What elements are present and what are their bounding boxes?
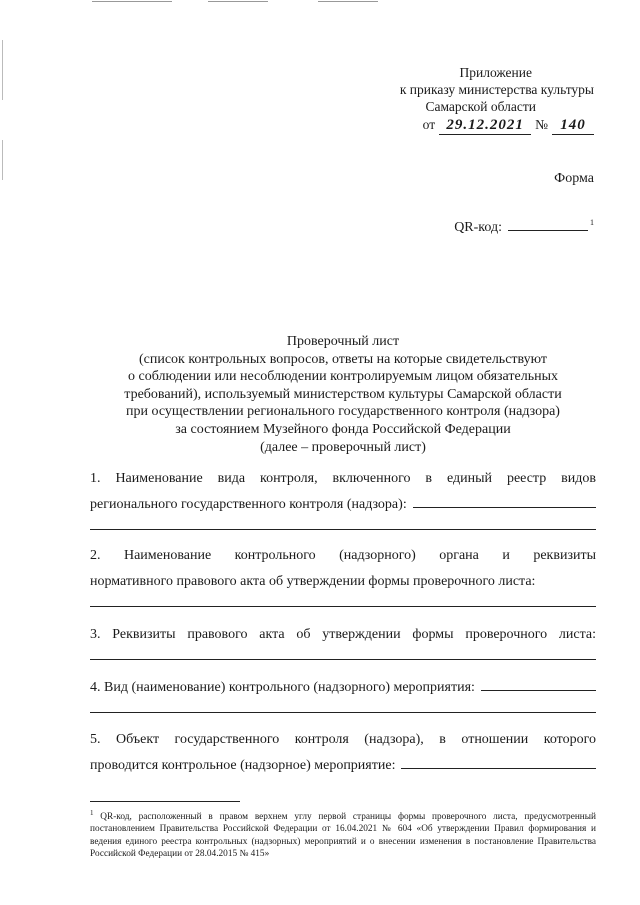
qr-code-field	[454, 218, 594, 236]
order-date-number	[334, 116, 594, 135]
footnote-number: 1	[90, 809, 94, 817]
scan-edge-speck	[2, 140, 3, 180]
section-5	[90, 727, 596, 779]
appendix-title: Приложение	[459, 65, 532, 80]
scan-edge-speck	[2, 40, 3, 100]
appendix-order-ref: к приказу министерства культуры	[399, 82, 594, 97]
section-3	[90, 622, 596, 660]
footnote-separator	[90, 801, 240, 802]
title-line: о соблюдении или несоблюдении контролируемым лицом обязательных	[128, 369, 558, 385]
title-line: Проверочный лист	[286, 334, 400, 349]
section-1-line-a: 1. Наименование вида контроля, включенного в единый реестр видов	[90, 471, 596, 486]
order-number-handwritten: 140	[552, 117, 594, 135]
section-4-row	[90, 675, 596, 701]
section-4-line-a: 4. Вид (наименование) контрольного (надзорного) мероприятия:	[90, 680, 475, 695]
section-4-blank	[481, 676, 596, 691]
order-from-label: от	[422, 117, 436, 132]
appendix-region: Самарской области	[425, 99, 536, 114]
section-5-blank	[401, 754, 596, 769]
section-1-blank-line	[90, 528, 596, 530]
title-line: (далее – проверочный лист)	[260, 439, 426, 455]
section-1-blank	[413, 493, 596, 508]
order-date-handwritten: 29.12.2021	[439, 117, 531, 135]
footnote	[90, 807, 596, 860]
title-line: требований), используемый министерством культуры Самарской области	[124, 386, 562, 402]
qr-footnote-ref: 1	[590, 218, 594, 227]
section-1-line-b-row	[90, 492, 596, 518]
section-3-blank-line	[90, 658, 596, 660]
section-2-line-a: 2. Наименование контрольного (надзорного) органа и реквизиты	[90, 548, 596, 563]
title-line: (список контрольных вопросов, ответы на которые свидетельствуют	[138, 351, 548, 367]
section-3-line-a: 3. Реквизиты правового акта об утверждении формы проверочного листа:	[90, 627, 596, 642]
section-2-line-b: нормативного правового акта об утверждении формы проверочного листа:	[90, 574, 536, 589]
section-5-line-b: проводится контрольное (надзорное) мероприятие:	[90, 758, 396, 773]
scan-edge-marks	[0, 0, 640, 6]
appendix-header	[334, 64, 594, 135]
footnote-text: QR-код, расположенный в правом верхнем углу первой страницы формы проверочного листа, предусмотренный постановлением Правительства Российской Федерации от 16.04.2021 № 604 «Об утверждении Правил формирования и ведения единого реестра контрольных (надзорных) мероприятий и о внесении изменения в постановление Правительства Российской Федерации от 28.04.2015 № 415»	[90, 812, 596, 859]
section-5-line-a: 5. Объект государственного контроля (надзора), в отношении которого	[90, 732, 596, 747]
section-1-line-b: регионального государственного контроля (надзора):	[90, 497, 407, 512]
section-4-blank-line	[90, 711, 596, 713]
section-5-line-b-row	[90, 753, 596, 779]
title-line: при осуществлении регионального государственного контроля (надзора)	[126, 404, 560, 420]
qr-label: QR-код:	[454, 220, 502, 235]
section-2	[90, 543, 596, 607]
document-title	[90, 333, 596, 456]
section-2-blank-line	[90, 605, 596, 607]
section-4	[90, 675, 596, 713]
title-line: за состоянием Музейного фонда Российской Федерации	[175, 421, 511, 437]
qr-blank-line	[508, 218, 588, 231]
form-label: Форма	[554, 171, 594, 186]
section-1	[90, 466, 596, 530]
order-number-label: №	[535, 117, 548, 132]
